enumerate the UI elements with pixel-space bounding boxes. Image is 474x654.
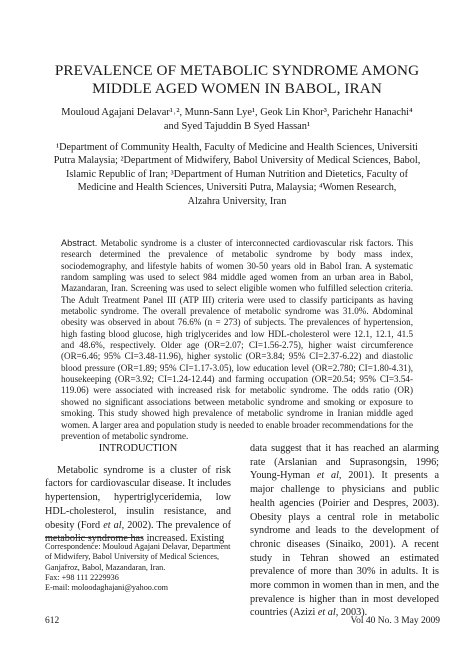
intro-italic: et al,	[103, 519, 125, 531]
abstract-label: Abstract.	[61, 238, 98, 248]
authors-line-2: and Syed Tajuddin B Syed Hassan¹	[163, 121, 311, 132]
introduction-heading: INTRODUCTION	[98, 443, 178, 454]
correspondence-email: E-mail: moloodaghajani@yahoo.com	[45, 583, 169, 593]
affiliation-line-4: Medicine and Health Sciences, Universiti Putra, Malaysia; ⁴Women Research,	[77, 182, 397, 194]
right-text-2: 2001). It presents a major challenge to physicians and public health agencies (Poirier and Despres, 2003). Obesity plays a central role in metabolic syndrome and leads to the development of chronic diseases (Sinaiko, 2001). A recent study in Tehran showed an estimated prevalence of more than 30% in adults. It is more common in women than in men, and the prevalence is higher than in most developed countries (Azizi	[250, 470, 439, 619]
affiliation-line-1: ¹Department of Community Health, Faculty of Medicine and Health Sciences, Universiti	[56, 142, 418, 153]
right-text-3: 2003).	[338, 607, 368, 619]
intro-text-2: 2002). The prevalence of metabolic syndrome has increased. Existing	[45, 519, 231, 545]
abstract-text: Metabolic syndrome is a cluster of interconnected cardiovascular risk factors. This research determined the prevalence of metabolic syndrome by body mass index, sociodemography, and lifestyle habits of women 30-50 years old in Babol Iran. A systematic random sampling was used to select 984 middle aged women from an urban area in Babol, Mazandaran, Iran. Screening was used to select eligible women who fulfilled selection criteria. The Adult Treatment Panel III (ATP III) criteria were used to classify participants as having metabolic syndrome. The overall prevalence of metabolic syndrome was 31.0%. Abdominal obesity was observed in about 76.6% (n = 273) of subjects. The prevalences of hypertension, high fasting blood glucose, high triglycerides and low HDL-cholesterol were 12.1, 12.1, 41.5 and 48.6%, respectively. Older age (OR=2.07; CI=1.56-2.75), higher waist circumference (OR=6.46; 95% CI=3.48-11.96), higher systolic (OR=3.84; 95% CI=2.37-6.22) and diastolic blood pressure (OR=1.89; 95% CI=1.17-3.05), low education level (OR=2.780; CI=1.80-4.31), housekeeping (OR=3.92; CI=1.24-12.44) and farming occupation (OR=20.54; 95% CI=3.54-119.06) were associated with increased risk for metabolic syndrome. The odds ratio (OR) showed no significant associations between metabolic syndrome and smoking or exposure to smoking. This study showed high prevalence of metabolic syndrome in Iranian middle aged women. A larger area and population study is needed to enable broader recommendations for the prevention of metabolic syndrome.	[61, 238, 413, 441]
paper-title	[30, 62, 444, 98]
correspondence-fax: Fax: +98 111 2229936	[45, 572, 119, 582]
introduction-paragraph	[45, 464, 231, 546]
title-line-2: MIDDLE AGED WOMEN IN BABOL, IRAN	[92, 80, 382, 97]
correspondence-address: Correspondence: Mouloud Agajani Delavar, Department of Midwifery, Babol University of Medical Sciences, Ganjafroz, Babol, Mazandaran, Iran.	[45, 542, 231, 572]
footnote-divider	[45, 537, 143, 538]
left-column	[45, 442, 231, 546]
authors-line-1: Mouloud Agajani Delavar¹˒², Munn-Sann Lye¹, Geok Lin Khor³, Parichehr Hanachi⁴	[61, 107, 413, 118]
author-list	[28, 106, 446, 134]
affiliation-line-5: Alzahra University, Iran	[187, 195, 287, 207]
affiliation-line-3: Islamic Republic of Iran; ³Department of Human Nutrition and Dietetics, Faculty of	[66, 168, 408, 180]
affiliation-line-2: Putra Malaysia; ²Department of Midwifery, Babol University of Medical Sciences, Babol,	[53, 155, 421, 167]
abstract	[61, 238, 413, 442]
title-line-1: PREVALENCE OF METABOLIC SYNDROME AMONG	[54, 62, 420, 79]
right-italic-1: et al,	[316, 470, 342, 482]
correspondence-footnote	[45, 542, 237, 593]
right-italic-2: et al,	[317, 607, 339, 619]
page-number: 612	[45, 616, 60, 626]
right-column	[250, 442, 439, 620]
right-text-1: data suggest that it has reached an alarming rate (Arslanian and Suprasongsin, 1996; Young-Hyman	[250, 443, 439, 482]
intro-text-1: Metabolic syndrome is a cluster of risk factors for cardiovascular disease. It includes hypertension, hypertriglyceridemia, low HDL-cholesterol, insulin resistance, and obesity (Ford	[45, 464, 231, 531]
journal-issue: Vol 40 No. 3 May 2009	[350, 616, 440, 626]
affiliations	[32, 141, 442, 208]
